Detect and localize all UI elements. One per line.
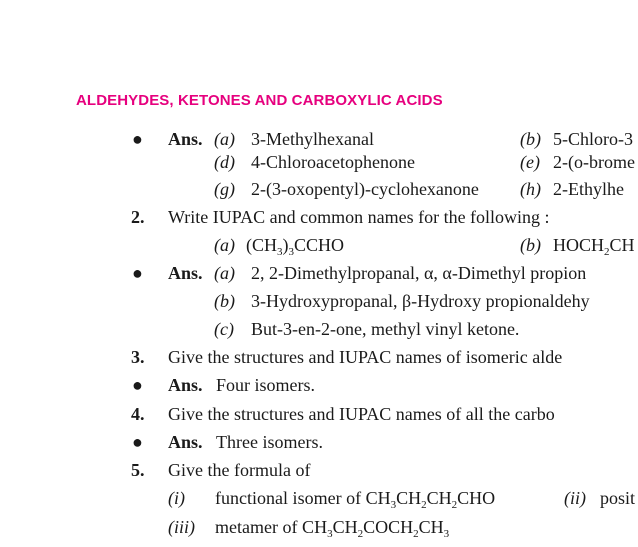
answer-text: 2-(3-oxopentyl)-cyclohexanone <box>251 179 479 199</box>
option-tag: (b) <box>520 129 541 149</box>
answer-text: 3-Methylhexanal <box>251 129 374 149</box>
answer-label: Ans. <box>168 263 203 283</box>
sub-question-text: functional isomer of $CH_3CH_2CH_2CHO$ <box>215 488 496 511</box>
option-tag: (g) <box>214 179 235 199</box>
answer-text: 3-Hydroxypropanal, β-Hydroxy propionaldehy <box>251 291 590 311</box>
question-text: Give the structures and IUPAC names of all the carbo <box>168 404 555 424</box>
option-tag: (a) <box>214 235 235 255</box>
option-tag: (b) <box>520 235 541 255</box>
answer-text: 2-(o-brome <box>553 152 635 172</box>
answer-text: 4-Chloroacetophenone <box>251 152 415 172</box>
answer-text: Four isomers. <box>216 375 315 395</box>
question-number: 2. <box>131 207 145 227</box>
question-number: 5. <box>131 460 145 480</box>
option-tag: (h) <box>520 179 541 199</box>
question-text: Give the formula of <box>168 460 311 480</box>
answer-label: Ans. <box>168 375 203 395</box>
question-number: 4. <box>131 404 145 424</box>
answer-label: Ans. <box>168 432 203 452</box>
chapter-heading: ALDEHYDES, KETONES AND CARBOXYLIC ACIDS <box>76 92 443 109</box>
question-text: Give the structures and IUPAC names of isomeric alde <box>168 347 563 367</box>
option-tag: (d) <box>214 152 235 172</box>
answer-text: 2, 2-Dimethylpropanal, α, α-Dimethyl propion <box>251 263 587 283</box>
answer-text: But-3-en-2-one, methyl vinyl ketone. <box>251 319 520 339</box>
option-tag: (a) <box>214 129 235 149</box>
question-text: Write IUPAC and common names for the following : <box>168 207 550 227</box>
sub-question-text: metamer of $CH_3CH_2COCH_2CH_3$ <box>215 517 450 540</box>
option-tag: (b) <box>214 291 235 311</box>
option-tag: (iii) <box>168 517 195 537</box>
option-tag: (a) <box>214 263 235 283</box>
question-number: 3. <box>131 347 145 367</box>
sub-question-text: posit <box>600 488 636 508</box>
formula-a: $(CH_3)_3CCHO$ <box>246 235 345 258</box>
bullet: ● <box>132 432 143 452</box>
option-tag: (i) <box>168 488 185 508</box>
option-tag: (ii) <box>564 488 586 508</box>
bullet: ● <box>132 375 143 395</box>
option-tag: (c) <box>214 319 234 339</box>
formula-b: $HOCH_2CH$ <box>553 235 635 258</box>
answer-text: 5-Chloro-3 <box>553 129 633 149</box>
bullet: ● <box>132 129 143 149</box>
bullet: ● <box>132 263 143 283</box>
answer-label: Ans. <box>168 129 203 149</box>
answer-text: 2-Ethylhe <box>553 179 624 199</box>
answer-text: Three isomers. <box>216 432 323 452</box>
option-tag: (e) <box>520 152 540 172</box>
